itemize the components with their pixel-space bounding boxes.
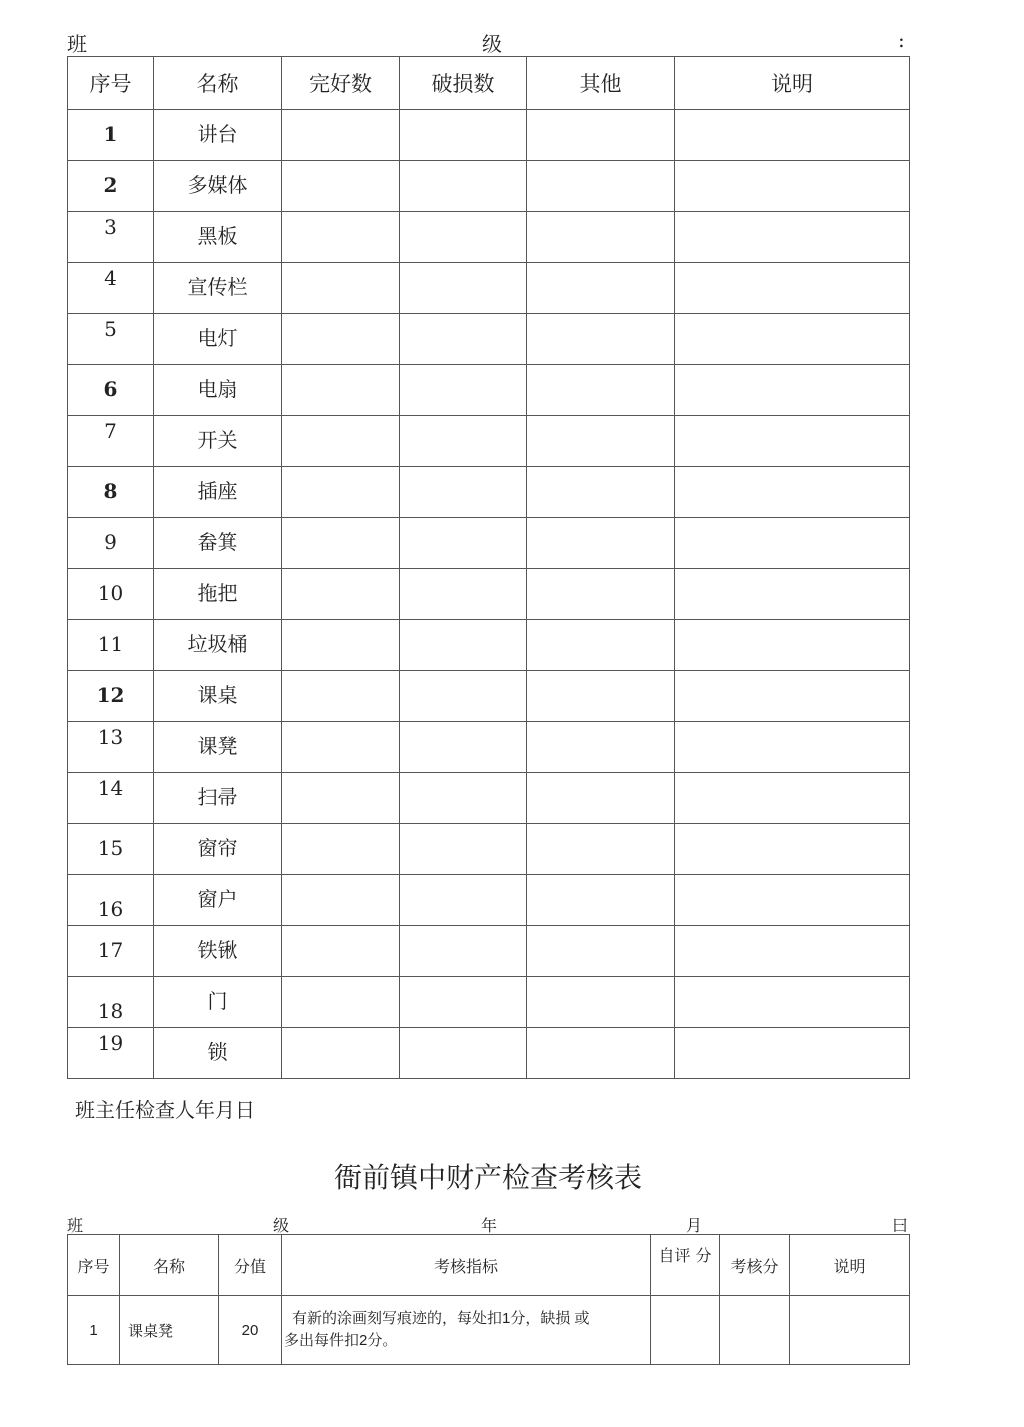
- row-item-name-text: 宣传栏: [187, 275, 248, 299]
- table-row: [68, 722, 910, 773]
- row-index-text: 14: [97, 776, 124, 800]
- row-item-name: [154, 824, 282, 875]
- self-score-cell[interactable]: [651, 1296, 720, 1365]
- row-item-name-text: 黑板: [197, 224, 238, 248]
- notes-cell[interactable]: [675, 161, 910, 212]
- col-header-points: 分值: [219, 1235, 282, 1296]
- other-cell[interactable]: [527, 977, 675, 1028]
- row-item-name-text: 插座: [197, 479, 238, 503]
- row-index: [68, 467, 154, 518]
- intact-count-cell[interactable]: [282, 824, 400, 875]
- criteria-line-2: 多出每件扣2分。: [284, 1332, 398, 1349]
- row-item-name: [154, 620, 282, 671]
- row-index-text: 10: [97, 581, 124, 605]
- intact-count-cell[interactable]: [282, 875, 400, 926]
- col-header-intact-count: 完好数: [282, 57, 400, 110]
- table-row: [68, 671, 910, 722]
- damaged-count-cell[interactable]: [400, 875, 527, 926]
- row-index-text: 13: [97, 725, 124, 749]
- intact-count-cell[interactable]: [282, 467, 400, 518]
- table-row: [68, 1028, 910, 1079]
- row-index-text: 5: [104, 317, 117, 341]
- criteria-line-1: 有新的涂画刻写痕迹的，每处扣1分，缺损 或: [292, 1310, 590, 1327]
- table-row: [68, 212, 910, 263]
- row-index-text: 2: [103, 173, 118, 197]
- row-item-name: [154, 1028, 282, 1079]
- row-item-name: [154, 518, 282, 569]
- notes-cell[interactable]: [675, 722, 910, 773]
- row-item-name-text: 课凳: [197, 734, 238, 758]
- row-item-name-text: 电灯: [197, 326, 238, 350]
- row-item-name-text: 窗帘: [197, 836, 238, 860]
- other-cell[interactable]: [527, 1028, 675, 1079]
- row-index: [68, 773, 154, 824]
- other-cell[interactable]: [527, 569, 675, 620]
- other-cell[interactable]: [527, 773, 675, 824]
- notes-cell[interactable]: [675, 212, 910, 263]
- row-index: [68, 875, 154, 926]
- grade-label-2: 级: [273, 1216, 290, 1235]
- row-index: [68, 569, 154, 620]
- notes-cell[interactable]: [675, 824, 910, 875]
- assessed-score-cell[interactable]: [720, 1296, 790, 1365]
- intact-count-cell[interactable]: [282, 722, 400, 773]
- table-row: [68, 620, 910, 671]
- row-item-name: [154, 467, 282, 518]
- notes-cell[interactable]: [675, 977, 910, 1028]
- row-item-name-text: 课桌: [197, 683, 238, 707]
- table-row: [68, 875, 910, 926]
- notes-cell[interactable]: [675, 875, 910, 926]
- row-index-text: 18: [97, 999, 124, 1023]
- row-item-name-text: 锁: [207, 1040, 228, 1064]
- row-item-name: [154, 314, 282, 365]
- table-row: [68, 161, 910, 212]
- row-item-name-text: 电扇: [197, 377, 238, 401]
- intact-count-cell[interactable]: [282, 161, 400, 212]
- row-index: [68, 161, 154, 212]
- table-row: [68, 1296, 910, 1365]
- notes-cell[interactable]: [675, 110, 910, 161]
- damaged-count-cell[interactable]: [400, 263, 527, 314]
- damaged-count-cell[interactable]: [400, 620, 527, 671]
- table-row: [68, 824, 910, 875]
- col-header-assessed-score: 考核分: [720, 1235, 790, 1296]
- row-index: [68, 314, 154, 365]
- other-cell[interactable]: [527, 467, 675, 518]
- row-item-name-text: 窗户: [197, 887, 238, 911]
- table-header-row: [68, 57, 910, 110]
- intact-count-cell[interactable]: [282, 314, 400, 365]
- property-inventory-table: [67, 56, 910, 1079]
- damaged-count-cell[interactable]: [400, 1028, 527, 1079]
- row-index-text: 16: [97, 897, 124, 921]
- row-index-text: 11: [97, 632, 124, 656]
- intact-count-cell[interactable]: [282, 1028, 400, 1079]
- other-cell[interactable]: [527, 110, 675, 161]
- row-item-name-text: 拖把: [197, 581, 238, 605]
- notes-cell[interactable]: [675, 926, 910, 977]
- row-criteria: [282, 1296, 651, 1365]
- row-item-name-text: 垃圾桶: [187, 632, 248, 656]
- other-cell[interactable]: [527, 365, 675, 416]
- row-index: [68, 110, 154, 161]
- table-row: [68, 977, 910, 1028]
- row-index-text: 6: [103, 377, 118, 401]
- notes-cell[interactable]: [675, 365, 910, 416]
- table-row: [68, 314, 910, 365]
- damaged-count-cell[interactable]: [400, 977, 527, 1028]
- row-item-name: [154, 671, 282, 722]
- other-cell[interactable]: [527, 671, 675, 722]
- row-item-name: [154, 212, 282, 263]
- intact-count-cell[interactable]: [282, 518, 400, 569]
- col-header-criteria: 考核指标: [282, 1235, 651, 1296]
- row-index-text: 8: [103, 479, 118, 503]
- other-cell[interactable]: [527, 620, 675, 671]
- row-item-name-text: 开关: [197, 428, 238, 452]
- row-index: 1: [68, 1296, 120, 1365]
- day-label: 曰: [892, 1216, 909, 1235]
- intact-count-cell[interactable]: [282, 263, 400, 314]
- intact-count-cell[interactable]: [282, 773, 400, 824]
- other-cell[interactable]: [527, 926, 675, 977]
- notes-cell[interactable]: [675, 773, 910, 824]
- intact-count-cell[interactable]: [282, 110, 400, 161]
- table-row: [68, 926, 910, 977]
- row-item-name-text: 讲台: [197, 122, 238, 146]
- row-points: 20: [219, 1296, 282, 1365]
- row-index: [68, 824, 154, 875]
- row-index-text: 15: [97, 836, 124, 860]
- other-cell[interactable]: [527, 263, 675, 314]
- damaged-count-cell[interactable]: [400, 824, 527, 875]
- damaged-count-cell[interactable]: [400, 467, 527, 518]
- intact-count-cell[interactable]: [282, 620, 400, 671]
- row-item-name: [154, 977, 282, 1028]
- row-item-name: [154, 263, 282, 314]
- row-item-name: [154, 875, 282, 926]
- table-row: [68, 518, 910, 569]
- row-item-name: [154, 926, 282, 977]
- damaged-count-cell[interactable]: [400, 416, 527, 467]
- notes-cell[interactable]: [675, 518, 910, 569]
- row-item-name: [154, 416, 282, 467]
- table-header-row: [68, 1235, 910, 1296]
- notes-cell[interactable]: [675, 671, 910, 722]
- row-index: [68, 365, 154, 416]
- col-header-other: 其他: [527, 57, 675, 110]
- col-header-damaged-count: 破损数: [400, 57, 527, 110]
- other-cell[interactable]: [527, 314, 675, 365]
- row-index: [68, 722, 154, 773]
- notes-cell[interactable]: [675, 416, 910, 467]
- row-item-name-text: 铁锹: [197, 938, 238, 962]
- row-index-text: 3: [104, 215, 117, 239]
- damaged-count-cell[interactable]: [400, 926, 527, 977]
- notes-cell[interactable]: [675, 314, 910, 365]
- col-header-index: 序号: [68, 1235, 120, 1296]
- other-cell[interactable]: [527, 161, 675, 212]
- footer-signature-line: 班主任检查人年月日: [75, 1098, 255, 1122]
- row-index-text: 4: [104, 266, 117, 290]
- row-index-text: 12: [96, 683, 125, 707]
- damaged-count-cell[interactable]: [400, 569, 527, 620]
- row-index: [68, 263, 154, 314]
- table-row: [68, 365, 910, 416]
- row-name: 课桌凳: [120, 1296, 219, 1365]
- row-index: [68, 671, 154, 722]
- row-item-name-text: 扫帚: [197, 785, 238, 809]
- row-index: [68, 212, 154, 263]
- intact-count-cell[interactable]: [282, 212, 400, 263]
- row-index-text: 1: [103, 122, 118, 146]
- class-label-2: 班: [67, 1216, 84, 1235]
- notes-cell[interactable]: [675, 263, 910, 314]
- row-index-text: 7: [104, 419, 117, 443]
- row-item-name: [154, 365, 282, 416]
- intact-count-cell[interactable]: [282, 365, 400, 416]
- col-header-index: 序号: [68, 57, 154, 110]
- row-index-text: 17: [97, 938, 124, 962]
- row-item-name: [154, 161, 282, 212]
- row-item-name: [154, 110, 282, 161]
- row-index-text: 9: [104, 530, 117, 554]
- page-title: 衙前镇中财产检查考核表: [333, 1161, 642, 1194]
- table-row: [68, 416, 910, 467]
- intact-count-cell[interactable]: [282, 569, 400, 620]
- notes-cell[interactable]: [675, 620, 910, 671]
- row-item-name: [154, 569, 282, 620]
- month-label: 月: [686, 1216, 703, 1235]
- col-header-notes: 说明: [790, 1235, 910, 1296]
- damaged-count-cell[interactable]: [400, 671, 527, 722]
- row-index: [68, 1028, 154, 1079]
- col-header-name: 名称: [154, 57, 282, 110]
- grade-label: 级: [482, 32, 502, 56]
- year-label: 年: [481, 1216, 498, 1235]
- other-cell[interactable]: [527, 416, 675, 467]
- damaged-count-cell[interactable]: [400, 161, 527, 212]
- damaged-count-cell[interactable]: [400, 110, 527, 161]
- other-cell[interactable]: [527, 518, 675, 569]
- row-index: [68, 518, 154, 569]
- intact-count-cell[interactable]: [282, 977, 400, 1028]
- row-item-name: [154, 773, 282, 824]
- table-row: [68, 773, 910, 824]
- row-item-name-text: 门: [207, 989, 228, 1013]
- damaged-count-cell[interactable]: [400, 518, 527, 569]
- row-item-name-text: 多媒体: [187, 173, 248, 197]
- row-index: [68, 416, 154, 467]
- class-label: 班: [67, 32, 87, 56]
- row-index-text: 19: [97, 1031, 124, 1055]
- assessment-table: [67, 1234, 910, 1365]
- damaged-count-cell[interactable]: [400, 773, 527, 824]
- header-colon: :: [898, 28, 905, 52]
- other-cell[interactable]: [527, 722, 675, 773]
- notes-cell[interactable]: [675, 467, 910, 518]
- damaged-count-cell[interactable]: [400, 212, 527, 263]
- damaged-count-cell[interactable]: [400, 722, 527, 773]
- other-cell[interactable]: [527, 212, 675, 263]
- damaged-count-cell[interactable]: [400, 314, 527, 365]
- other-cell[interactable]: [527, 824, 675, 875]
- notes-cell[interactable]: [675, 569, 910, 620]
- intact-count-cell[interactable]: [282, 416, 400, 467]
- table-row: [68, 110, 910, 161]
- damaged-count-cell[interactable]: [400, 365, 527, 416]
- intact-count-cell[interactable]: [282, 926, 400, 977]
- table-row: [68, 263, 910, 314]
- table-row: [68, 467, 910, 518]
- row-index: [68, 977, 154, 1028]
- notes-cell[interactable]: [790, 1296, 910, 1365]
- col-header-self-score: 自评 分: [651, 1235, 720, 1296]
- notes-cell[interactable]: [675, 1028, 910, 1079]
- other-cell[interactable]: [527, 875, 675, 926]
- row-index: [68, 926, 154, 977]
- row-item-name-text: 畚箕: [197, 530, 238, 554]
- table-row: [68, 569, 910, 620]
- row-item-name: [154, 722, 282, 773]
- row-index: [68, 620, 154, 671]
- intact-count-cell[interactable]: [282, 671, 400, 722]
- col-header-name: 名称: [120, 1235, 219, 1296]
- col-header-notes: 说明: [675, 57, 910, 110]
